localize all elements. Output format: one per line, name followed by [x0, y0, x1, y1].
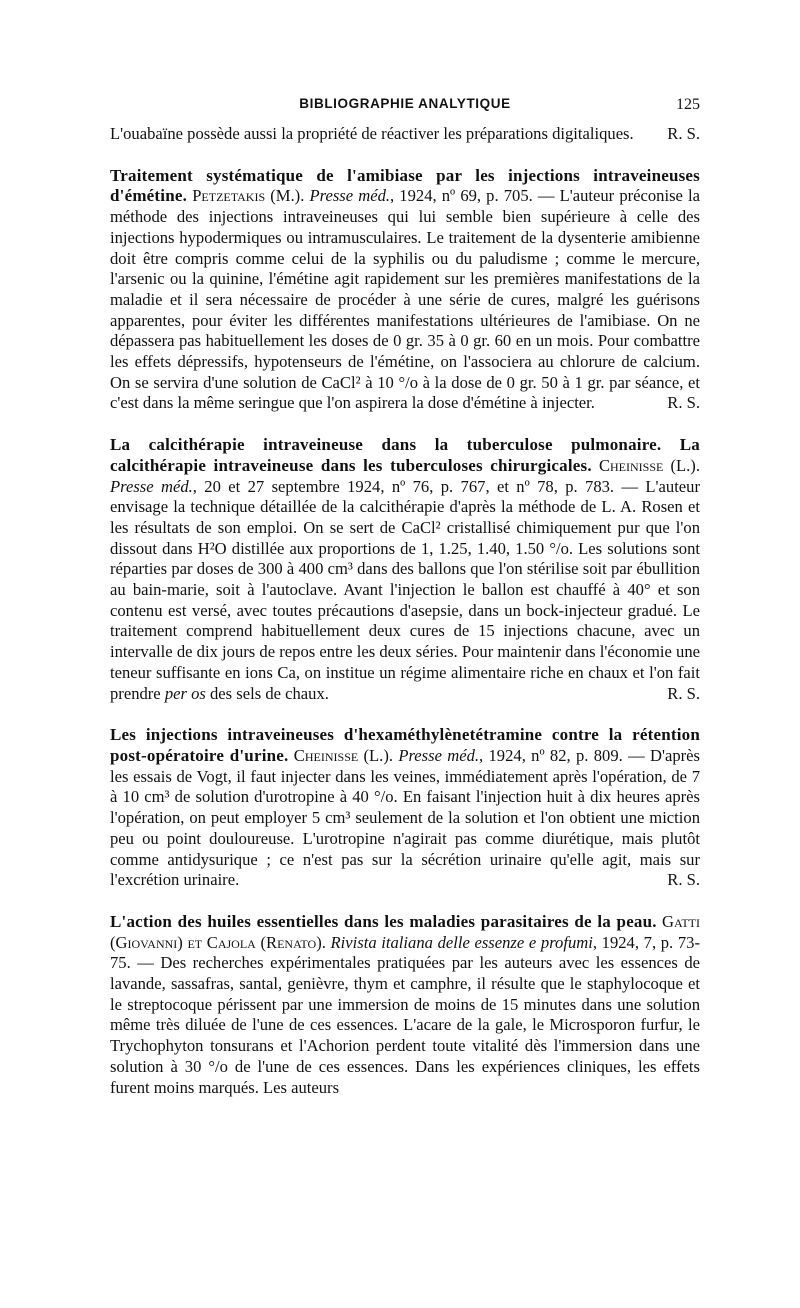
- entry-body-italic: per os: [164, 683, 206, 703]
- entry-title: Les injections intraveineuses d'hexaméthylènetétramine contre la rétention post-opératoire d'urine.: [110, 725, 700, 765]
- entry-body: L'auteur envisage la technique détaillée de la calcithérapie d'après la méthode de L. A. Rosen et les résultats de son emploi. On se sert de CaCl² cristallisé chimiquement pur que l'on dissout dans H²O distillée aux proportions de 1, 1.25, 1.40, 1.50 °/o. Les solutions sont réparties par doses de 300 à 400 cm³ dans des ballons que l'on stérilise soit par ébullition au bain-marie, soit à l'autoclave. Avant l'injection le ballon est chauffé à 40° et son contenu est versé, avec toutes précautions d'asepsie, dans un bock-injecteur gradué. Le traitement comprend habituellement deux cures de 15 injections chacune, avec un intervalle de dix jours de repos entre les deux séries. Pour maintenir dans l'économie une teneur suffisante en ions Ca, on institue un régime alimentaire riche en chaux et l'on fait prendre: [110, 476, 700, 703]
- page-header: [110, 96, 700, 118]
- page-body: [110, 124, 700, 1098]
- running-title: BIBLIOGRAPHIE ANALYTIQUE: [299, 96, 511, 111]
- entry-citation: , 1924, nº 69, p. 705. —: [390, 186, 560, 206]
- entry-journal: Presse méd.: [398, 745, 480, 765]
- entry-author: Petzetakis (M.).: [192, 186, 305, 206]
- entry-author: Gatti (Giovanni) et Cajola (Renato).: [110, 911, 700, 952]
- bibliography-entry: [110, 912, 700, 1098]
- bibliography-entry: [110, 725, 700, 891]
- entry-journal: Rivista italiana delle essenze e profumi: [330, 932, 593, 952]
- signature: R. S.: [667, 393, 700, 413]
- signature: R. S.: [667, 870, 700, 890]
- entry-title: L'action des huiles essentielles dans les maladies parasitaires de la peau.: [110, 911, 657, 931]
- entry-citation: , 1924, nº 82, p. 809. —: [479, 745, 650, 765]
- page-number: 125: [676, 96, 700, 113]
- signature: R. S.: [667, 124, 700, 143]
- entry-citation: , 20 et 27 septembre 1924, nº 76, p. 767, et nº 78, p. 783. —: [192, 476, 646, 496]
- entry-body-end: des sels de chaux.: [205, 683, 329, 703]
- entry-journal: Presse méd.: [110, 476, 193, 496]
- entry-body: D'après les essais de Vogt, il faut injecter dans les veines, immédiatement après l'opération, de 7 à 10 cm³ de solution d'urotropine à 40 °/o. En faisant l'injection huit à dix heures après l'opération, on peut employer 5 cm³ seulement de la solution et l'on obtient une miction peu ou point douloureuse. L'urotropine n'agirait pas comme diurétique, mais plutôt comme antidysurique ; ce n'est pas sur la sécrétion urinaire qu'elle agit, mais sur l'excrétion urinaire.: [110, 745, 700, 890]
- continuation-paragraph: [110, 124, 700, 145]
- entry-journal: Presse méd.: [309, 186, 391, 206]
- entry-body: L'auteur préconise la méthode des injections intraveineuses qui lui semble bien supérieure à celle des injections hypodermiques ou intramusculaires. Le traitement de la dysenterie amibienne doit être compris comme celui de la syphilis ou du paludisme ; comme le mercure, l'arsenic ou la quinine, l'émétine agit rapidement sur les premières manifestations de la maladie et il sera nécessaire de procéder à une série de cures, malgré les guérisons apparentes, pour éviter les différentes manifestations ultérieures de l'amibiase. On ne dépassera pas habituellement les doses de 0 gr. 35 à 0 gr. 60 en un mois. Pour combattre les effets dépressifs, hypotenseurs de l'émétine, on l'associera au chlorure de calcium. On se servira d'une solution de CaCl² à 10 °/o à la dose de 0 gr. 50 à 1 gr. par séance, et c'est dans la même seringue que l'on aspirera la dose d'émétine à injecter.: [110, 186, 700, 413]
- entry-title: La calcithérapie intraveineuse dans la tuberculose pulmonaire. La calcithérapie intraveineuse dans les tuberculoses chirurgicales.: [110, 435, 700, 475]
- entry-author: Cheinisse (L.).: [598, 455, 700, 475]
- entry-body: Des recherches expérimentales pratiquées par les auteurs avec les essences de lavande, sassafras, santal, genièvre, thym et camphre, il résulte que le staphylocoque et le streptocoque périssent par une immersion de moins de 15 minutes dans une solution même très diluée de l'une de ces essences. L'acare de la gale, le Microsporon furfur, le Trychophyton tonsurans et l'Achorion perdent toute vitalité dès l'immersion dans une solution à 30 °/o de l'une de ces essences. Dans les expériences cliniques, les effets furent moins marqués. Les auteurs: [110, 953, 700, 1097]
- entry-author: Cheinisse (L.).: [293, 745, 393, 765]
- entry-title: Traitement systématique de l'amibiase par les injections intraveineuses d'émétine.: [110, 165, 700, 206]
- bibliography-entry: [110, 435, 700, 704]
- continuation-text: L'ouabaïne possède aussi la propriété de réactiver les préparations digitaliques.: [110, 124, 634, 143]
- bibliography-entry: [110, 166, 700, 414]
- signature: R. S.: [667, 683, 700, 703]
- entry-citation: , 1924, 7, p. 73-75. —: [110, 932, 700, 973]
